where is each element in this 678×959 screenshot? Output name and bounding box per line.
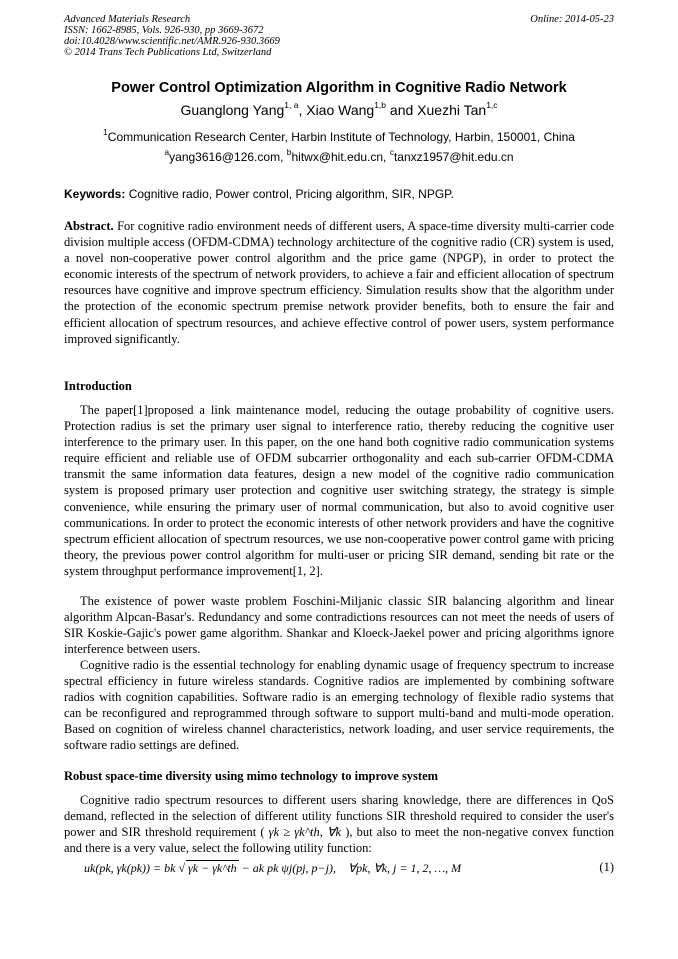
author-conjunction: and xyxy=(386,102,418,118)
email-list: $^a$yang3616@126.com, $^b$hitwx@hit.edu.cn, $^c$tanxz1957@hit.edu.cn xyxy=(164,147,514,164)
author-name: Guanglong Yang xyxy=(180,102,285,118)
journal-doi[interactable]: doi:10.4028/www.scientific.net/AMR.926-930.3669 xyxy=(64,36,280,47)
email-link[interactable]: hitwx@hit.edu.cn xyxy=(291,150,384,164)
robust-text-a: Cognitive radio spectrum resources to different users sharing knowledge, there are differences in QoS demand, reflected in the selection of different utility functions SIR threshold required to consider the user's power and SIR threshold requirement ( xyxy=(64,793,614,840)
abstract xyxy=(64,218,614,347)
online-date: Online: 2014-05-23 xyxy=(530,14,614,25)
author-affiliation-mark: 1,b xyxy=(374,100,387,111)
author-affiliation-mark: 1, a xyxy=(284,100,299,111)
email-link[interactable]: tanxz1957@hit.edu.cn xyxy=(393,150,514,164)
journal-issn: ISSN: 1662-8985, Vols. 926-930, pp 3669-3672 xyxy=(64,25,264,36)
paper-title: Power Control Optimization Algorithm in Cognitive Radio Network xyxy=(111,80,567,96)
affiliation-text: Communication Research Center, Harbin Institute of Technology, Harbin, 150001, China xyxy=(107,130,575,144)
email-mark: a xyxy=(164,147,170,157)
introduction-paragraph-2: The existence of power waste problem Foschini-Miljanic classic SIR balancing algorithm and linear algorithm Alpcan-Basar's. Redundancy and some contradictions resources can not meet the needs of users of SIR Koskie-Gajic's power game algorithm. Shankar and Kloeck-Jaekel power and pricing algorithms ignore interference between users. xyxy=(64,594,614,657)
email-link[interactable]: yang3616@126.com xyxy=(169,150,281,164)
author-name: Xiao Wang xyxy=(306,102,375,118)
utility-equation xyxy=(84,858,614,880)
journal-copyright: © 2014 Trans Tech Publications Ltd, Switzerland xyxy=(64,47,272,58)
journal-name: Advanced Materials Research xyxy=(64,14,191,25)
equation-lhs: uk(pk, γk(pk)) = bk xyxy=(84,861,176,875)
author-separator: , xyxy=(298,102,307,118)
robust-section-heading: Robust space-time diversity using mimo technology to improve system xyxy=(64,769,439,783)
introduction-paragraph-1: The paper[1]proposed a link maintenance model, reducing the outage probability of cognitive users. Protection radius is set the primary user signal to interference ratio, thereby reducing the cognitive user interference to the primary user. In this paper, on the one hand both cognitive radio communication systems require efficient and reliable use of OFDM subcarrier orthogonality and each sub-carrier OFDM-CDMA transmit the same information data features, design a new model of the cognitive radio communication system is proposed primary user protection and cognitive user switching strategy, the strategy is simple convenience, while ensuring the primary user of normal communication, but also to avoid cognitive user communications. In order to protect the economic interests of other network providers and have the cognitive spectrum efficient allocation of spectrum resources, we use non-cooperative power control game with pricing theory, the previous power control algorithm for multi-user or pricing SIR demand, sending bit rate or the system throughput performance improvement[1, 2]. xyxy=(64,403,614,578)
introduction-heading: Introduction xyxy=(64,379,132,393)
email-mark: c xyxy=(389,147,394,157)
affiliation-mark: 1 xyxy=(103,127,108,137)
equation-rhs: − ak pk ψj(pj, p−j), xyxy=(241,861,336,875)
equation-sqrt: γk − γk^th xyxy=(188,861,237,875)
keywords xyxy=(64,187,614,201)
keywords-label: Keywords: xyxy=(64,187,126,201)
equation-number: (1) xyxy=(599,860,614,874)
keywords-text: Cognitive radio, Power control, Pricing algorithm, SIR, NPGP. xyxy=(125,187,454,201)
introduction-paragraph-3: Cognitive radio is the essential technology for enabling dynamic usage of frequency spectrum to increase spectral efficiency in future wireless standards. Cognitive radios are implemented by combining software radios with cognition capabilities. Software radio is an emerging technology of flexible radio systems that can be reconfigured and reprogrammed through software to support multi-band and multi-mode operation. Based on cognition of wireless channel characteristics, network loading, and user service requirements, the software radio settings are defined. xyxy=(64,658,614,753)
author-affiliation-mark: 1,c xyxy=(486,100,498,111)
equation-condition: ∀pk, ∀k, j = 1, 2, …, M xyxy=(347,861,462,875)
robust-paragraph-1 xyxy=(64,792,614,856)
author-name: Xuezhi Tan xyxy=(417,102,487,118)
affiliation xyxy=(40,127,638,144)
abstract-label: Abstract. xyxy=(64,219,114,233)
robust-text-b: ), but also to meet the non-negative convex function and there is a very value, select the following utility function: xyxy=(64,825,615,856)
abstract-text: For cognitive radio environment needs of different users, A space-time diversity multi-carrier code division multiple access (OFDM-CDMA) technology architecture of the cognitive radio (CR) system is used, a novel non-cooperative power control algorithm and the price game (NPGP), in order to protect the economic interests of the spectrum of network providers, to achieve a fair and efficient allocation of spectrum resources have cognitive and improve spectrum efficiency. Simulation results show that the algorithm under the protection of the economic spectrum premise network provider benefits, both to ensure the fair and efficient allocation of spectrum resources, and achieve effective control of power users, system performance improved significantly. xyxy=(64,219,614,346)
inline-math-sir-threshold: γk ≥ γk^th, ∀k xyxy=(268,825,342,840)
journal-header xyxy=(64,14,280,58)
author-list xyxy=(40,102,638,118)
email-mark: b xyxy=(286,147,292,157)
equation-body: uk(pk, γk(pk)) = bk √ γk − γk^th − ak pk ψj(pj, p−j), ∀pk, ∀k, j = 1, 2, …, M xyxy=(84,861,462,875)
